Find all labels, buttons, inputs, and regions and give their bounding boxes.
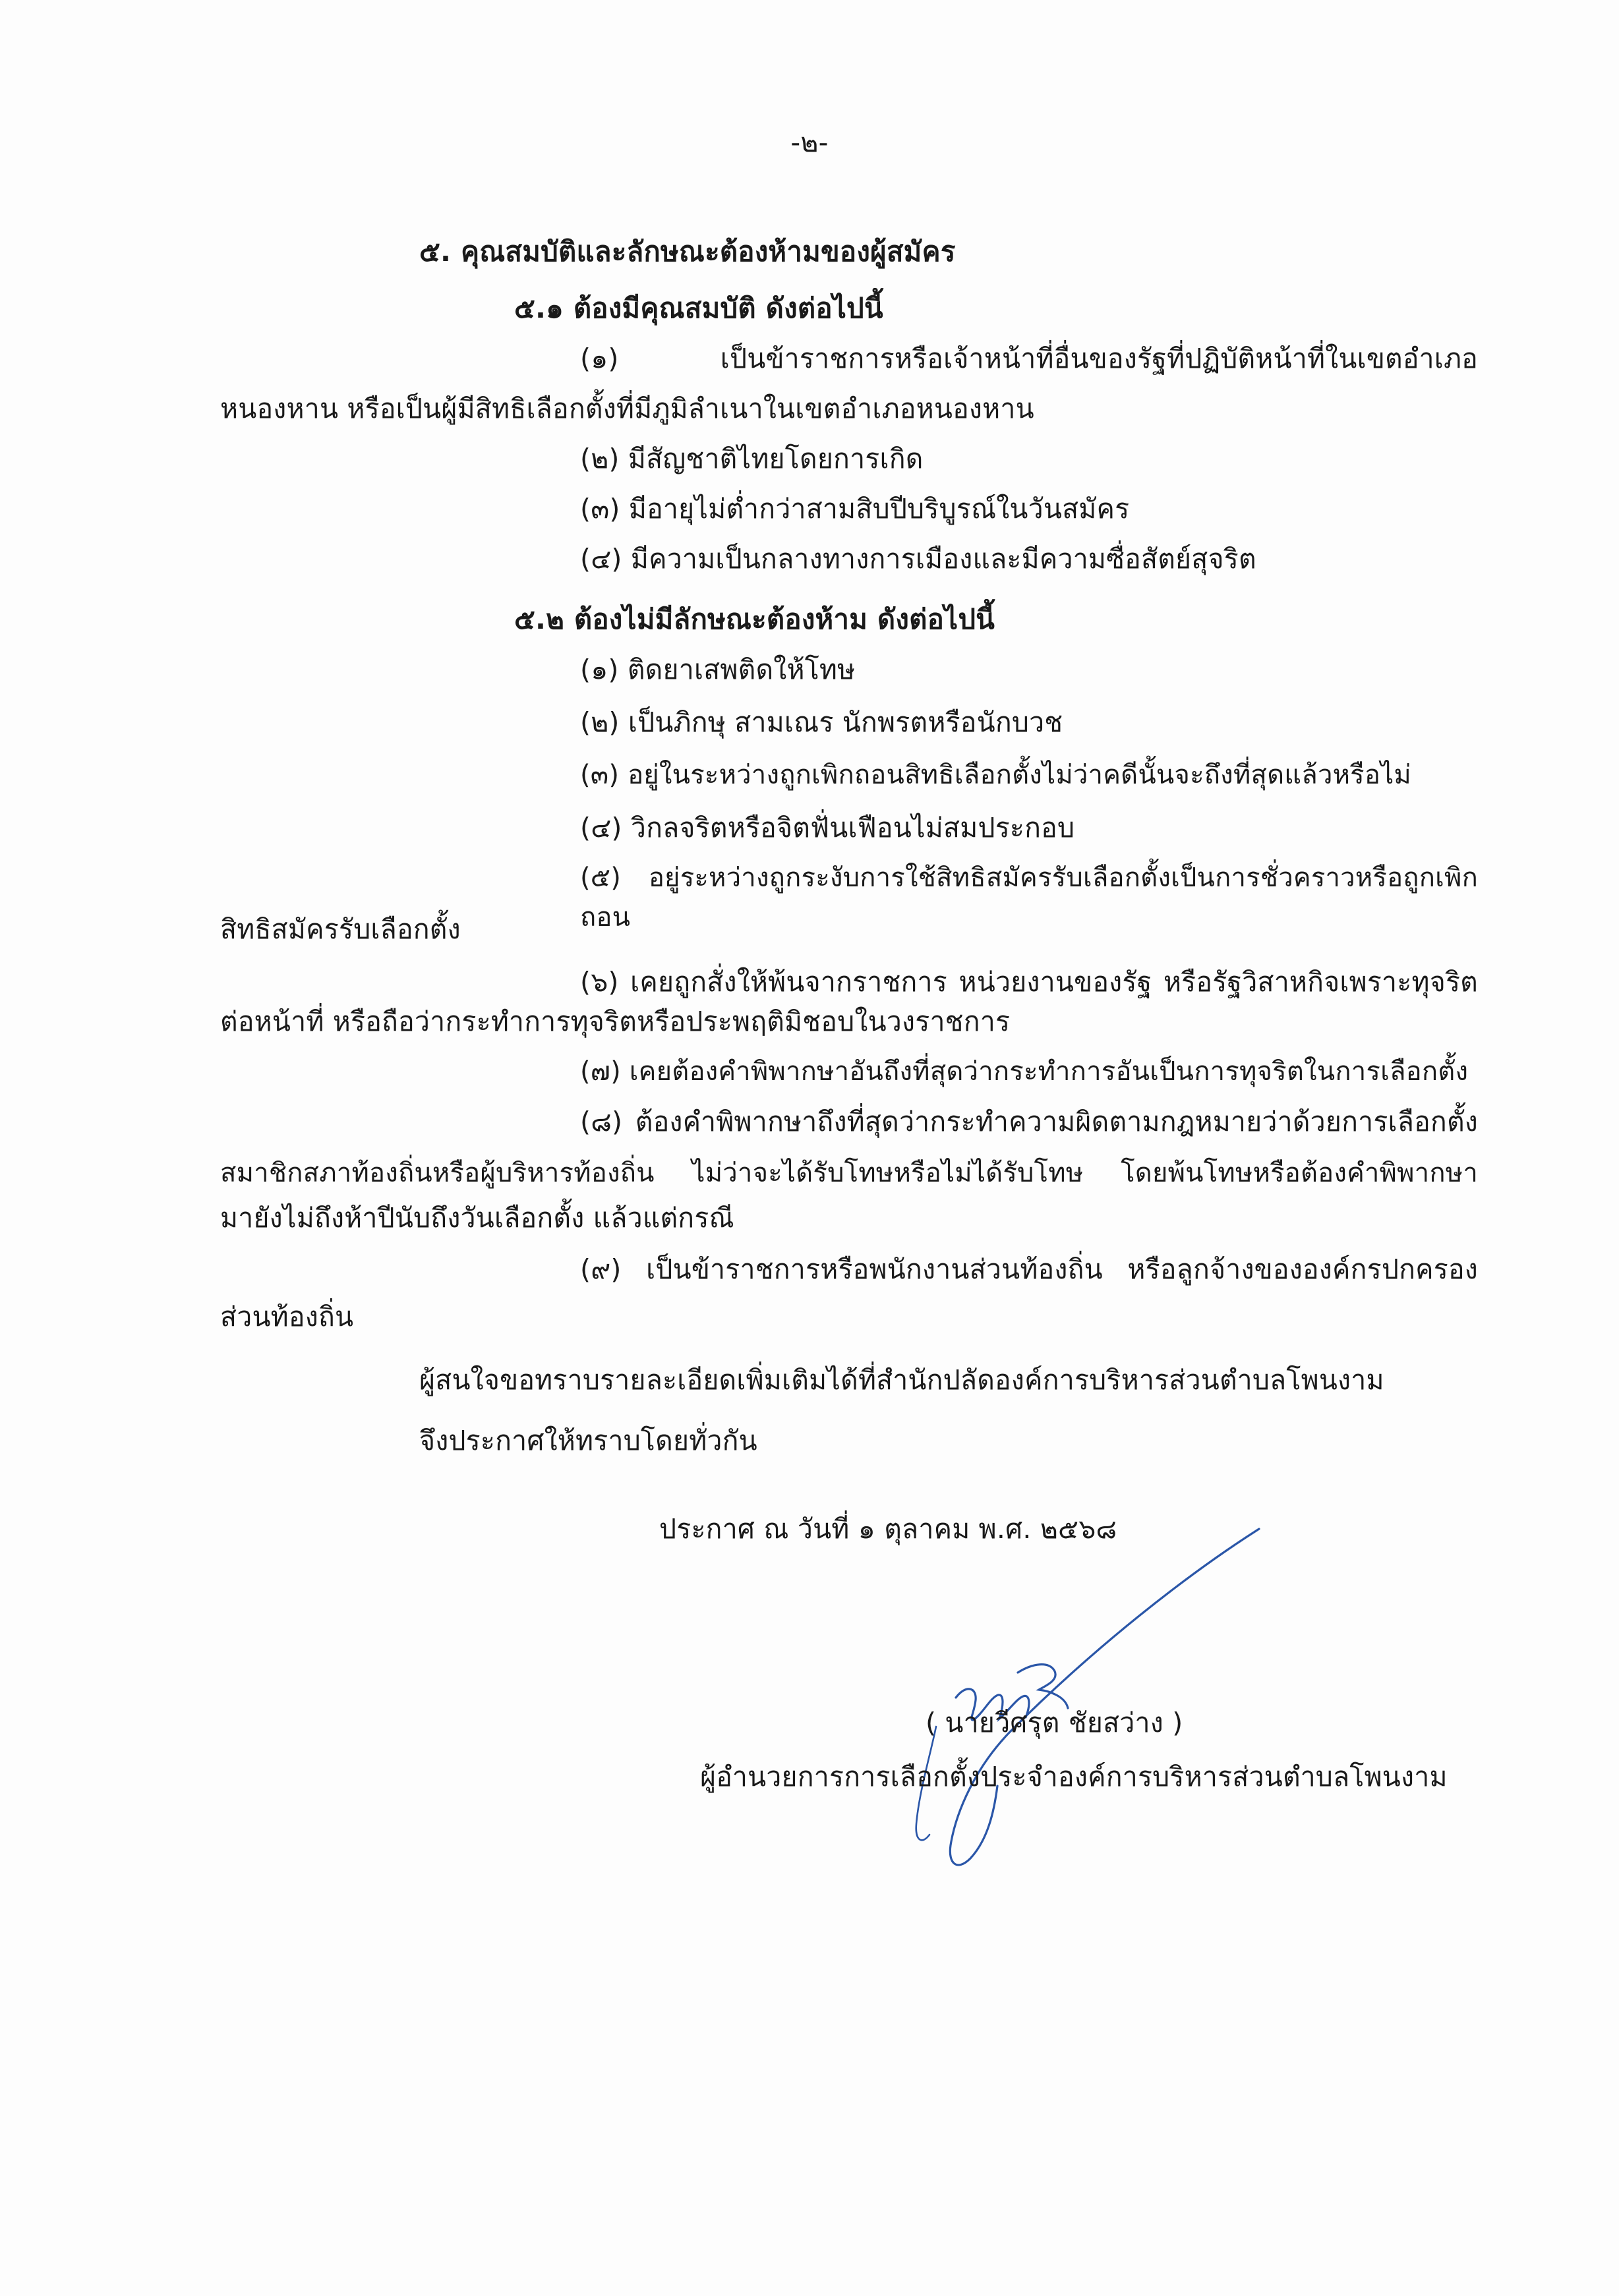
section-5-heading: ๕. คุณสมบัติและลักษณะต้องห้ามของผู้สมัคร [419,235,956,268]
prohibition-item-5: (๕) อยู่ระหว่างถูกระงับการใช้สิทธิสมัครรับเลือกตั้งเป็นการชั่วคราวหรือถูกเพิกถอน [580,863,1478,933]
qualification-item-4: (๔) มีความเป็นกลางทางการเมืองและมีความซื่อสัตย์สุจริต [580,543,1256,575]
prohibition-item-6-cont: ต่อหน้าที่ หรือถือว่ากระทำการทุจริตหรือประพฤติมิชอบในวงราชการ [220,1006,1011,1037]
prohibition-item-8: (๘) ต้องคำพิพากษาถึงที่สุดว่ากระทำความผิดตามกฎหมายว่าด้วยการเลือกตั้ง [580,1106,1478,1137]
prohibition-item-8-cont-1: สมาชิกสภาท้องถิ่นหรือผู้บริหารท้องถิ่น ไม่ว่าจะได้รับโทษหรือไม่ได้รับโทษ โดยพ้นโทษหรือต้องคำพิพากษา [220,1158,1478,1188]
announcement-date: ประกาศ ณ วันที่ ๑ ตุลาคม พ.ศ. ๒๕๖๘ [659,1513,1117,1545]
qualification-item-3: (๓) มีอายุไม่ต่ำกว่าสามสิบปีบริบูรณ์ในวันสมัคร [580,493,1130,525]
signer-name: ( นายวีศรุต ชัยสว่าง ) [926,1707,1183,1738]
contact-paragraph: ผู้สนใจขอทราบรายละเอียดเพิ่มเติมได้ที่สำนักปลัดองค์การบริหารส่วนตำบลโพนงาม [419,1364,1384,1396]
prohibition-item-7: (๗) เคยต้องคำพิพากษาอันถึงที่สุดว่ากระทำการอันเป็นการทุจริตในการเลือกตั้ง [580,1056,1469,1087]
page-number: -๒- [790,127,829,158]
prohibition-item-9-cont: ส่วนท้องถิ่น [220,1301,354,1333]
qualification-item-2: (๒) มีสัญชาติไทยโดยการเกิด [580,443,924,474]
prohibition-item-8-cont-2: มายังไม่ถึงห้าปีนับถึงวันเลือกตั้ง แล้วแต่กรณี [220,1202,734,1234]
section-5-2-heading: ๕.๒ ต้องไม่มีลักษณะต้องห้าม ดังต่อไปนี้ [514,603,995,635]
prohibition-item-1: (๑) ติดยาเสพติดให้โทษ [580,654,856,685]
announcement-line: จึงประกาศให้ทราบโดยทั่วกัน [419,1425,757,1456]
prohibition-item-5-cont: สิทธิสมัครรับเลือกตั้ง [220,913,461,945]
qualification-item-1: (๑) เป็นข้าราชการหรือเจ้าหน้าที่อื่นของรัฐที่ปฏิบัติหน้าที่ในเขตอำเภอ [580,343,1478,374]
qualification-item-1-cont: หนองหาน หรือเป็นผู้มีสิทธิเลือกตั้งที่มีภูมิลำเนาในเขตอำเภอหนองหาน [220,393,1034,424]
prohibition-item-9: (๙) เป็นข้าราชการหรือพนักงานส่วนท้องถิ่น หรือลูกจ้างขององค์กรปกครอง [580,1253,1478,1285]
prohibition-item-6: (๖) เคยถูกสั่งให้พ้นจากราชการ หน่วยงานของรัฐ หรือรัฐวิสาหกิจเพราะทุจริต [580,966,1478,998]
signer-position: ผู้อำนวยการการเลือกตั้งประจำองค์การบริหารส่วนตำบลโพนงาม [700,1761,1448,1793]
prohibition-item-3: (๓) อยู่ในระหว่างถูกเพิกถอนสิทธิเลือกตั้งไม่ว่าคดีนั้นจะถึงที่สุดแล้วหรือไม่ [580,760,1411,790]
prohibition-item-4: (๔) วิกลจริตหรือจิตฟั่นเฟือนไม่สมประกอบ [580,812,1075,844]
section-5-1-heading: ๕.๑ ต้องมีคุณสมบัติ ดังต่อไปนี้ [514,292,883,324]
prohibition-item-2: (๒) เป็นภิกษุ สามเณร นักพรตหรือนักบวช [580,706,1063,738]
